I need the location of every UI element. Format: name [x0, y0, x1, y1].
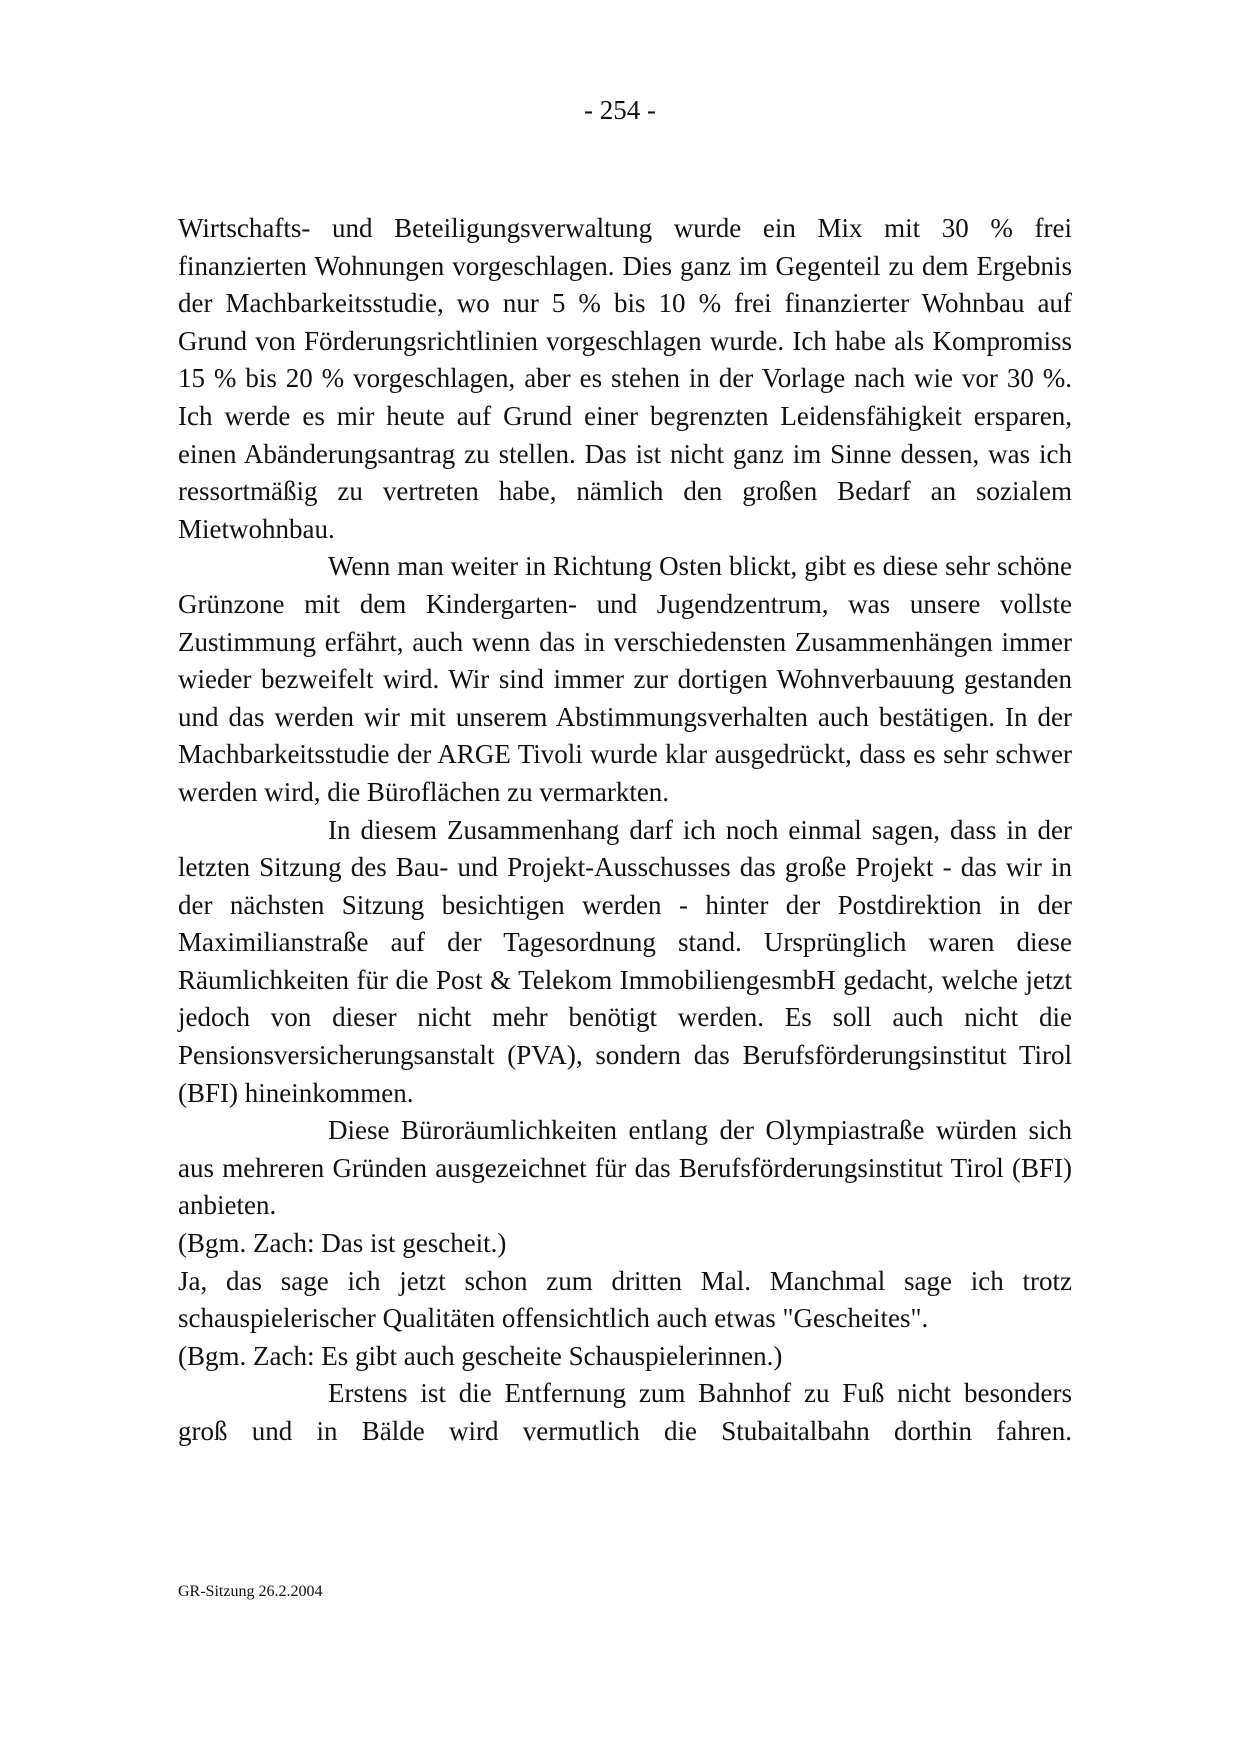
paragraph-zusammenhang: In diesem Zusammenhang darf ich noch einmal sagen, dass in der letzten Sitzung des Bau- und Projekt-Ausschusses das große Projekt - das wir in der nächsten Sitzung besichtigen werden - hinter der Postdirektion in der Maximilianstraße auf der Tagesordnung stand. Ursprünglich waren diese Räumlichkeiten für die Post & Telekom ImmobiliengesmbH gedacht, welche jetzt jedoch von dieser nicht mehr benötigt werden. Es soll auch nicht die Pensionsversicherungsanstalt (PVA), sondern das Berufsförderungsinstitut Tirol (BFI) hineinkommen.: [178, 814, 1072, 1108]
interjection-schauspielerinnen: (Bgm. Zach: Es gibt auch gescheite Schauspielerinnen.): [178, 1340, 783, 1371]
paragraph-dritten-mal: Ja, das sage ich jetzt schon zum dritten Mal. Manchmal sage ich trotz schauspielerischer Qualitäten offensichtlich auch etwas "Gescheites".: [178, 1265, 1072, 1334]
paragraph-osten: Wenn man weiter in Richtung Osten blickt, gibt es diese sehr schöne Grünzone mit dem Kindergarten- und Jugendzentrum, was unsere vollste Zustimmung erfährt, auch wenn das in verschiedensten Zusammenhängen immer wieder bezweifelt wird. Wir sind immer zur dortigen Wohnverbauung gestanden und das werden wir mit unserem Abstimmungsverhalten auch bestätigen. In der Machbarkeitsstudie der ARGE Tivoli wurde klar ausgedrückt, dass es sehr schwer werden wird, die Büroflächen zu vermarkten.: [178, 551, 1072, 807]
paragraph-erstens: Erstens ist die Entfernung zum Bahnhof zu Fuß nicht besonders groß und in Bälde wird vermutlich die Stubaitalbahn dorthin fahren.: [178, 1378, 1072, 1446]
page-number: - 254 -: [584, 95, 656, 125]
interjection-gescheit: (Bgm. Zach: Das ist gescheit.): [178, 1228, 507, 1259]
body-text: [178, 210, 1072, 1451]
footer-session-date: GR-Sitzung 26.2.2004: [178, 1583, 323, 1600]
paragraph-continuation: Wirtschafts- und Beteiligungsverwaltung wurde ein Mix mit 30 % frei finanzierten Wohnungen vorgeschlagen. Dies ganz im Gegenteil zu dem Ergebnis der Machbarkeitsstudie, wo nur 5 % bis 10 % frei finanzierter Wohnbau auf Grund von Förderungsrichtlinien vorgeschlagen wurde. Ich habe als Kompromiss 15 % bis 20 % vorgeschlagen, aber es stehen in der Vorlage nach wie vor 30 %. Ich werde es mir heute auf Grund einer begrenzten Leidensfähigkeit ersparen, einen Abänderungsantrag zu stellen. Das ist nicht ganz im Sinne dessen, was ich ressortmäßig zu vertreten habe, nämlich den großen Bedarf an sozialem Mietwohnbau.: [178, 213, 1072, 544]
paragraph-bueroraeumlichkeiten: Diese Büroräumlichkeiten entlang der Olympiastraße würden sich aus mehreren Gründen ausgezeichnet für das Berufsförderungsinstitut Tirol (BFI) anbieten.: [178, 1115, 1072, 1221]
